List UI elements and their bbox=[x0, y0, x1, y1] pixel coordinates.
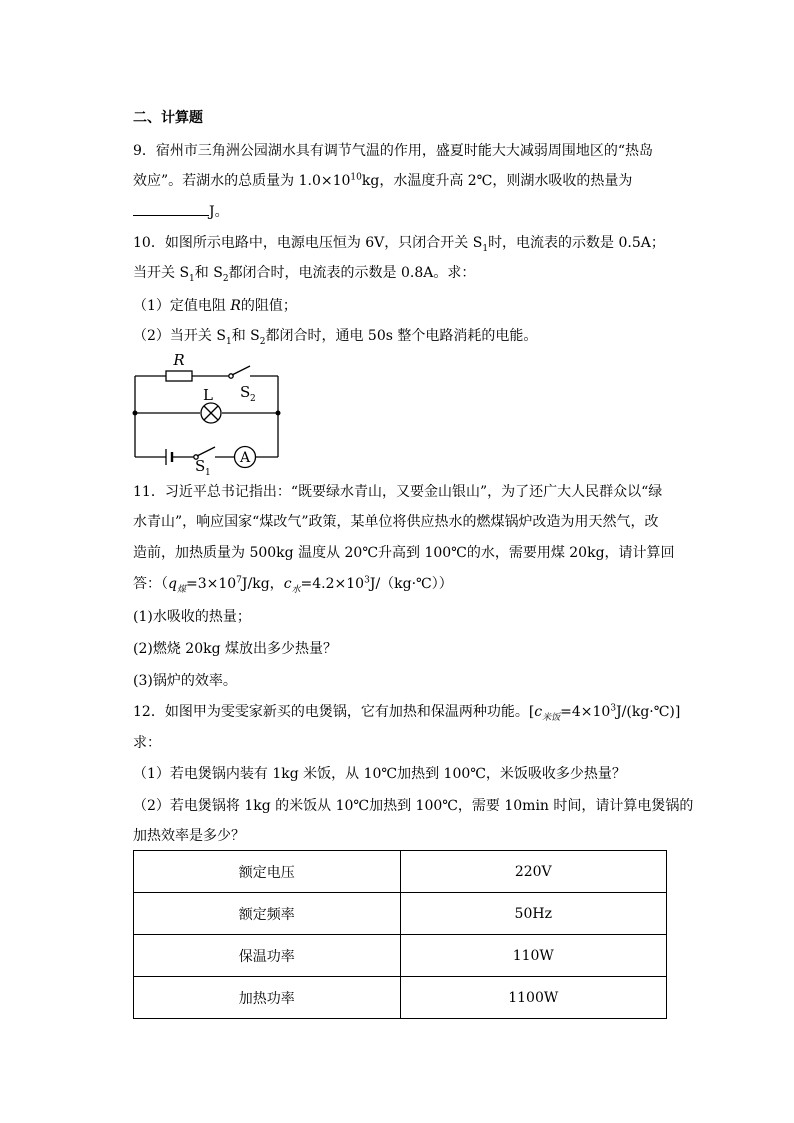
table-cell-label: 额定频率 bbox=[134, 893, 401, 935]
variable-q: q bbox=[168, 576, 177, 592]
q12-line-2: 求： bbox=[133, 735, 161, 751]
q9-text: 效应”。若湖水的总质量为 1.0×10 bbox=[133, 173, 351, 189]
q10-part-1 bbox=[133, 296, 297, 316]
q10-text: 的阻值； bbox=[240, 298, 297, 314]
q11-text: =3×10 bbox=[185, 576, 237, 592]
q11-text: J/kg， bbox=[241, 576, 284, 592]
q10-text: 时，电流表的示数是 0.5A； bbox=[488, 235, 665, 251]
subscript: 2 bbox=[222, 273, 229, 284]
table-cell-label: 加热功率 bbox=[134, 977, 401, 1019]
label-s1-sub: 1 bbox=[205, 468, 211, 475]
q10-text: 都闭合时，电流表的示数是 0.8A。求： bbox=[228, 265, 476, 281]
q10-text: 都闭合时，通电 50s 整个电路消耗的电能。 bbox=[265, 328, 538, 344]
table-cell-value: 220V bbox=[400, 851, 667, 893]
subscript: 1 bbox=[225, 336, 232, 347]
junction-dot bbox=[276, 411, 281, 416]
q12-line-1 bbox=[133, 702, 680, 722]
table-row bbox=[134, 893, 667, 935]
spec-table bbox=[133, 850, 667, 1019]
q9-line-2 bbox=[133, 171, 632, 191]
answer-blank[interactable] bbox=[133, 201, 209, 216]
q11-part-3: (3)锅炉的效率。 bbox=[133, 673, 237, 689]
label-r: R bbox=[173, 351, 185, 369]
variable-c: c bbox=[534, 704, 543, 720]
subscript: 米饭 bbox=[542, 712, 561, 723]
q11-line-1: 11．习近平总书记指出：“既要绿水青山，又要金山银山”，为了还广大人民群众以“绿 bbox=[133, 484, 663, 500]
exponent: 3 bbox=[610, 703, 617, 714]
q10-line-2 bbox=[133, 263, 475, 283]
q9-exponent: 10 bbox=[350, 172, 362, 183]
q10-part-2 bbox=[133, 326, 537, 346]
q11-line-3: 造前，加热质量为 500kg 温度从 20℃升高到 100℃的水，需要用煤 20kg，请计算回 bbox=[133, 545, 675, 561]
q12-part-2: （2）若电煲锅将 1kg 的米饭从 10℃加热到 100℃，需要 10min 时间，请计算电煲锅的 bbox=[133, 798, 694, 814]
q11-part-1: (1)水吸收的热量； bbox=[133, 609, 251, 625]
exponent: 7 bbox=[236, 575, 242, 586]
table-cell-value: 50Hz bbox=[400, 893, 667, 935]
q10-text: 当开关 S bbox=[133, 265, 190, 281]
q12-part-1: （1）若电煲锅内装有 1kg 米饭，从 10℃加热到 100℃，米饭吸收多少热量？ bbox=[133, 766, 626, 782]
q11-line-4 bbox=[133, 574, 453, 594]
table-row bbox=[134, 977, 667, 1019]
q10-line-1 bbox=[133, 233, 665, 253]
q12-text: 12．如图甲为雯雯家新买的电煲锅，它有加热和保温两种功能。[ bbox=[133, 704, 535, 720]
subscript: 1 bbox=[482, 243, 489, 254]
q9-line-1: 9．宿州市三角洲公园湖水具有调节气温的作用，盛夏时能大大减弱周围地区的“热岛 bbox=[133, 143, 654, 159]
table-row bbox=[134, 851, 667, 893]
q10-text: 和 S bbox=[231, 328, 260, 344]
q9-line-3 bbox=[133, 201, 229, 222]
junction-dot bbox=[133, 411, 138, 416]
label-s2: S bbox=[240, 383, 251, 401]
table-row bbox=[134, 935, 667, 977]
q10-text: （1）定值电阻 bbox=[133, 298, 231, 314]
circuit-diagram bbox=[128, 350, 288, 475]
q11-part-2: (2)燃烧 20kg 煤放出多少热量？ bbox=[133, 641, 337, 657]
q12-text: J/(kg·℃)] bbox=[616, 704, 681, 720]
q11-text: 答：（ bbox=[133, 576, 168, 592]
exponent: 3 bbox=[364, 575, 370, 586]
subscript: 水 bbox=[291, 584, 301, 595]
table-cell-value: 110W bbox=[400, 935, 667, 977]
q11-line-2: 水青山”，响应国家“煤改气”政策，某单位将供应热水的燃煤锅炉改造为用天然气，改 bbox=[133, 514, 659, 530]
q10-text: （2）当开关 S bbox=[133, 328, 226, 344]
q10-text: 10．如图所示电路中，电源电压恒为 6V，只闭合开关 S bbox=[133, 235, 483, 251]
label-a: A bbox=[239, 450, 251, 466]
label-s2-sub: 2 bbox=[250, 394, 256, 404]
subscript: 2 bbox=[259, 336, 266, 347]
table-cell-label: 保温功率 bbox=[134, 935, 401, 977]
q12-text: =4×10 bbox=[560, 704, 611, 720]
subscript: 1 bbox=[189, 273, 195, 284]
table-cell-value: 1100W bbox=[400, 977, 667, 1019]
subscript: 煤 bbox=[176, 584, 186, 595]
label-s1: S bbox=[195, 457, 206, 475]
variable-r: R bbox=[230, 298, 241, 314]
section-heading: 二、计算题 bbox=[133, 110, 203, 126]
resistor-icon bbox=[166, 371, 192, 381]
q11-text: =4.2×10 bbox=[300, 576, 365, 592]
q10-text: 和 S bbox=[194, 265, 223, 281]
switch-s2-icon bbox=[232, 366, 250, 375]
q12-part-2-cont: 加热效率是多少？ bbox=[133, 828, 245, 844]
q9-unit: J。 bbox=[209, 204, 229, 220]
switch-s1-icon bbox=[197, 447, 215, 456]
q9-text: kg，水温度升高 2℃，则湖水吸收的热量为 bbox=[361, 173, 633, 189]
label-l: L bbox=[203, 386, 213, 404]
table-cell-label: 额定电压 bbox=[134, 851, 401, 893]
q11-text: J/（kg·℃）） bbox=[369, 576, 453, 592]
variable-c: c bbox=[283, 576, 292, 592]
